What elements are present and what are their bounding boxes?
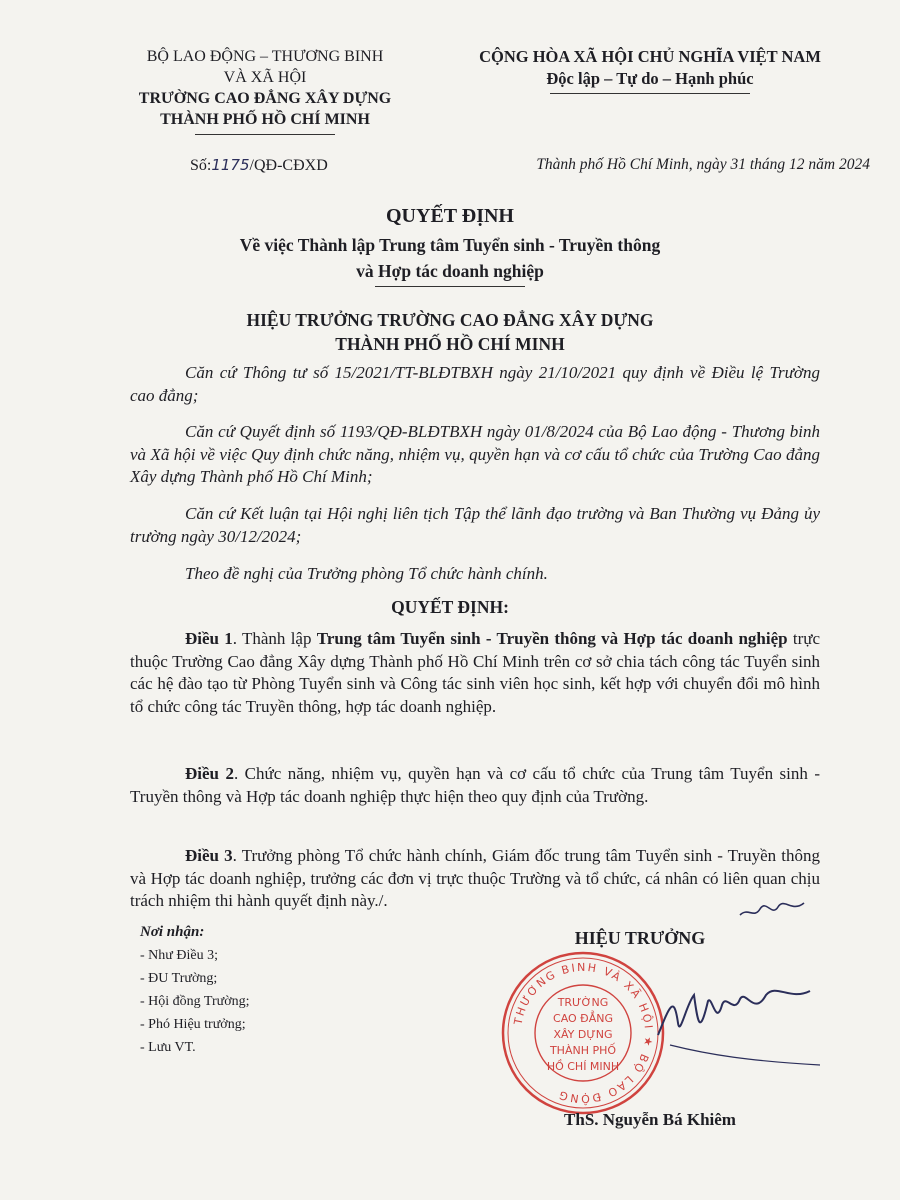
svg-text:XÂY DỰNG: XÂY DỰNG <box>553 1028 613 1041</box>
paraph-initial-mark <box>738 895 808 923</box>
legal-basis-2 <box>130 421 820 489</box>
nation-title: CỘNG HÒA XÃ HỘI CHỦ NGHĨA VIỆT NAM <box>479 47 821 66</box>
svg-text:HỒ CHÍ MINH: HỒ CHÍ MINH <box>546 1060 620 1073</box>
doc-number-suffix: /QĐ-CĐXD <box>249 157 328 174</box>
svg-text:THƯƠNG BINH VÀ XÃ HỘI ★ BỘ LAO: THƯƠNG BINH VÀ XÃ HỘI ★ BỘ LAO ĐỘNG <box>511 960 656 1106</box>
signature-title: HIỆU TRƯỞNG <box>574 928 706 948</box>
subtitle-underline <box>375 286 525 287</box>
legal-basis-text: Căn cứ Thông tư số 15/2021/TT-BLĐTBXH ngày 21/10/2021 quy định về Điều lệ Trường cao đẳng; <box>130 363 820 405</box>
org-line-1: BỘ LAO ĐỘNG – THƯƠNG BINH <box>146 48 384 65</box>
national-header <box>440 46 860 94</box>
article-bold-text: Trung tâm Tuyển sinh - Truyền thông và Hợp tác doanh nghiệp <box>316 629 788 648</box>
doc-number-handwritten: 1175 <box>211 156 250 174</box>
article-lead: Thành lập <box>242 629 317 648</box>
article-text: Trưởng phòng Tổ chức hành chính, Giám đốc trung tâm Tuyển sinh - Truyền thông và Hợp tác doanh nghiệp, trưởng các đơn vị trực thuộc Trường và tổ chức, cá nhân có liên quan chịu trách nhiệm thi hành quyết định này./. <box>130 846 820 910</box>
document-number <box>190 156 328 175</box>
nation-motto: Độc lập – Tự do – Hạnh phúc <box>546 69 754 88</box>
proposal-line <box>130 563 820 586</box>
org-line-2: VÀ XÃ HỘI <box>223 69 307 86</box>
recipient-item: - Lưu VT. <box>140 1040 196 1055</box>
legal-basis-3 <box>130 503 820 548</box>
recipient-item: - Hội đồng Trường; <box>140 994 250 1009</box>
svg-text:THÀNH PHỐ: THÀNH PHỐ <box>549 1044 617 1057</box>
svg-text:CAO ĐẲNG: CAO ĐẲNG <box>553 1012 613 1025</box>
issuing-organization <box>100 46 430 135</box>
subtitle-line-2: và Hợp tác doanh nghiệp <box>356 261 544 281</box>
recipients-block <box>140 921 400 1059</box>
org-line-3: TRƯỜNG CAO ĐẲNG XÂY DỰNG <box>138 90 392 107</box>
signer-name: ThS. Nguyễn Bá Khiêm <box>564 1110 736 1129</box>
article-text: trực thuộc Trường Cao đẳng Xây dựng Thành phố Hồ Chí Minh trên cơ sở chia tách công tác Tuyển sinh các hệ đào tạo từ Phòng Tuyển sinh và Công tác sinh viên học sinh, kết hợp với chuyển đổi mô hình tổ chức công tác Truyền thông, hợp tác doanh nghiệp. <box>130 629 820 716</box>
doc-number-prefix: Số: <box>190 157 212 174</box>
document-title: QUYẾT ĐỊNH <box>386 205 514 227</box>
handwritten-signature <box>650 965 830 1085</box>
article-text: Chức năng, nhiệm vụ, quyền hạn và cơ cấu tổ chức của Trung tâm Tuyển sinh - Truyền thông và Hợp tác doanh nghiệp thực hiện theo quy định của Trường. <box>130 764 820 806</box>
org-line-4: THÀNH PHỐ HỒ CHÍ MINH <box>160 111 370 128</box>
issuing-authority <box>0 308 900 356</box>
svg-text:TRƯỜNG: TRƯỜNG <box>557 996 609 1009</box>
decision-heading: QUYẾT ĐỊNH: <box>391 597 509 617</box>
article-1: Điều 1. Thành lập Trung tâm Tuyển sinh - Truyền thông và Hợp tác doanh nghiệp trực thuộc Trường Cao đẳng Xây dựng Thành phố Hồ Chí Minh trên cơ sở chia tách công tác Tuyển sinh các hệ đào tạo từ Phòng Tuyển sinh và Công tác sinh viên học sinh, kết hợp với chuyển đổi mô hình tổ chức công tác Truyền thông, hợp tác doanh nghiệp. <box>130 629 820 716</box>
article-label: Điều 1 <box>185 629 233 648</box>
article-3: Điều 3. Trưởng phòng Tổ chức hành chính, Giám đốc trung tâm Tuyển sinh - Truyền thông và Hợp tác doanh nghiệp, trưởng các đơn vị trực thuộc Trường và tổ chức, cá nhân có liên quan chịu trách nhiệm thi hành quyết định này./. <box>130 846 820 910</box>
article-label: Điều 3 <box>185 846 233 865</box>
authority-line-1: HIỆU TRƯỞNG TRƯỜNG CAO ĐẲNG XÂY DỰNG <box>246 310 654 330</box>
subtitle-line-1: Về việc Thành lập Trung tâm Tuyển sinh - Truyền thông <box>239 235 661 255</box>
article-2: Điều 2. Chức năng, nhiệm vụ, quyền hạn và cơ cấu tổ chức của Trung tâm Tuyển sinh - Truyền thông và Hợp tác doanh nghiệp thực hiện theo quy định của Trường. <box>130 764 820 806</box>
official-stamp <box>498 948 668 1118</box>
date-line: Thành phố Hồ Chí Minh, ngày 31 tháng 12 năm 2024 <box>536 156 870 173</box>
recipient-item: - ĐU Trường; <box>140 971 218 986</box>
article-label: Điều 2 <box>185 764 234 783</box>
legal-basis-text: Căn cứ Kết luận tại Hội nghị liên tịch Tập thể lãnh đạo trường và Ban Thường vụ Đảng ủy trường ngày 30/12/2024; <box>130 504 820 546</box>
legal-basis-1 <box>130 362 820 407</box>
proposal-text: Theo đề nghị của Trưởng phòng Tổ chức hành chính. <box>185 564 548 583</box>
motto-underline <box>550 93 750 94</box>
recipient-item: - Phó Hiệu trưởng; <box>140 1017 246 1032</box>
org-underline <box>195 134 335 135</box>
authority-line-2: THÀNH PHỐ HỒ CHÍ MINH <box>335 334 565 354</box>
legal-basis-text: Căn cứ Quyết định số 1193/QĐ-BLĐTBXH ngày 01/8/2024 của Bộ Lao động - Thương binh và Xã hội về việc Quy định chức năng, nhiệm vụ, quyền hạn và cơ cấu tổ chức của Trường Cao đẳng Xây dựng Thành phố Hồ Chí Minh; <box>130 422 820 486</box>
recipient-item: - Như Điều 3; <box>140 948 218 963</box>
recipients-heading: Nơi nhận: <box>140 924 205 940</box>
document-subtitle <box>0 232 900 287</box>
